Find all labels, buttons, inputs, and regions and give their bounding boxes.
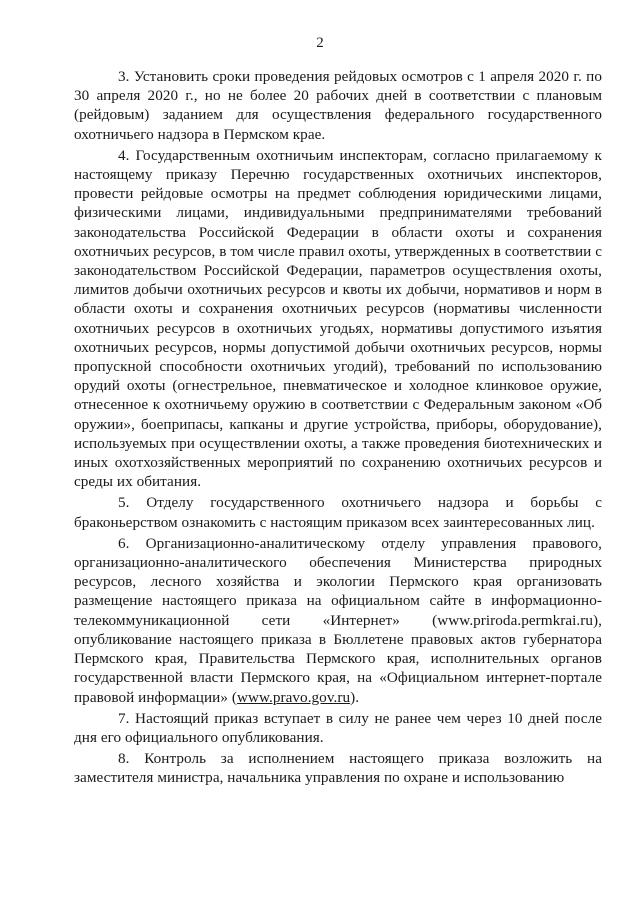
document-body (74, 67, 602, 788)
paragraph-6-tail: ). (350, 688, 360, 706)
paragraph-8: 8. Контроль за исполнением настоящего приказа возложить на заместителя министра, начальника управления по охране и использованию (74, 750, 602, 787)
paragraph-4: 4. Государственным охотничьим инспекторам, согласно прилагаемому к настоящему приказу Перечню государственных охотничьих инспекторов, провести рейдовые осмотры на предмет соблюдения юридическими лицами, физическими лицами, индивидуальными предпринимателями требований законодательства Российской Федерации в области охоты и сохранения охотничьих ресурсов, в том числе правил охоты, утвержденных в соответствии с законодательством Российской Федерации, параметров осуществления охоты, лимитов добычи охотничьих ресурсов и квоты их добычи, нормативов и норм в области охоты и сохранения охотничьих ресурсов (нормативы численности охотничьих ресурсов в охотничьих угодьях, нормативы допустимого изъятия охотничьих ресурсов, нормы допустимой добычи охотничьих ресурсов, нормы пропускной способности охотничьих угодий), требований по использованию орудий охоты (огнестрельное, пневматическое и холодное клинковое оружие, отнесенное к охотничьему оружию в соответствии с Федеральным законом «Об оружии», боеприпасы, капканы и другие устройства, приборы, оборудование), используемых при осуществлении охоты, а также проведения биотехнических и иных охотхозяйственных мероприятий по сохранению охотничьих ресурсов и среды их обитания. (74, 146, 602, 491)
paragraph-7: 7. Настоящий приказ вступает в силу не ранее чем через 10 дней после дня его официального опубликования. (74, 709, 602, 746)
paragraph-6 (74, 534, 602, 707)
paragraph-5: 5. Отделу государственного охотничьего надзора и борьбы с браконьерством ознакомить с настоящим приказом всех заинтересованных лиц. (74, 494, 602, 531)
pravo-gov-link[interactable]: www.pravo.gov.ru (236, 688, 351, 706)
paragraph-6-text: 6. Организационно-аналитическому отделу управления правового, организационно-аналитического обеспечения Министерства природных ресурсов, лесного хозяйства и экологии Пермского края организовать размещение настоящего приказа на официальном сайте в информационно-телекоммуникационной сети «Интернет» (www.priroda.permkrai.ru), опубликование настоящего приказа в Бюллетене правовых актов губернатора Пермского края, Правительства Пермского края, исполнительных органов государственной власти Пермского края, на «Официальном интернет-портале правовой информации» ( (74, 534, 602, 706)
page-number: 2 (316, 35, 324, 51)
paragraph-3: 3. Установить сроки проведения рейдовых осмотров с 1 апреля 2020 г. по 30 апреля 2020 г., но не более 20 рабочих дней в соответствии с плановым (рейдовым) заданием для осуществления федерального государственного охотничьего надзора в Пермском крае. (74, 68, 602, 143)
